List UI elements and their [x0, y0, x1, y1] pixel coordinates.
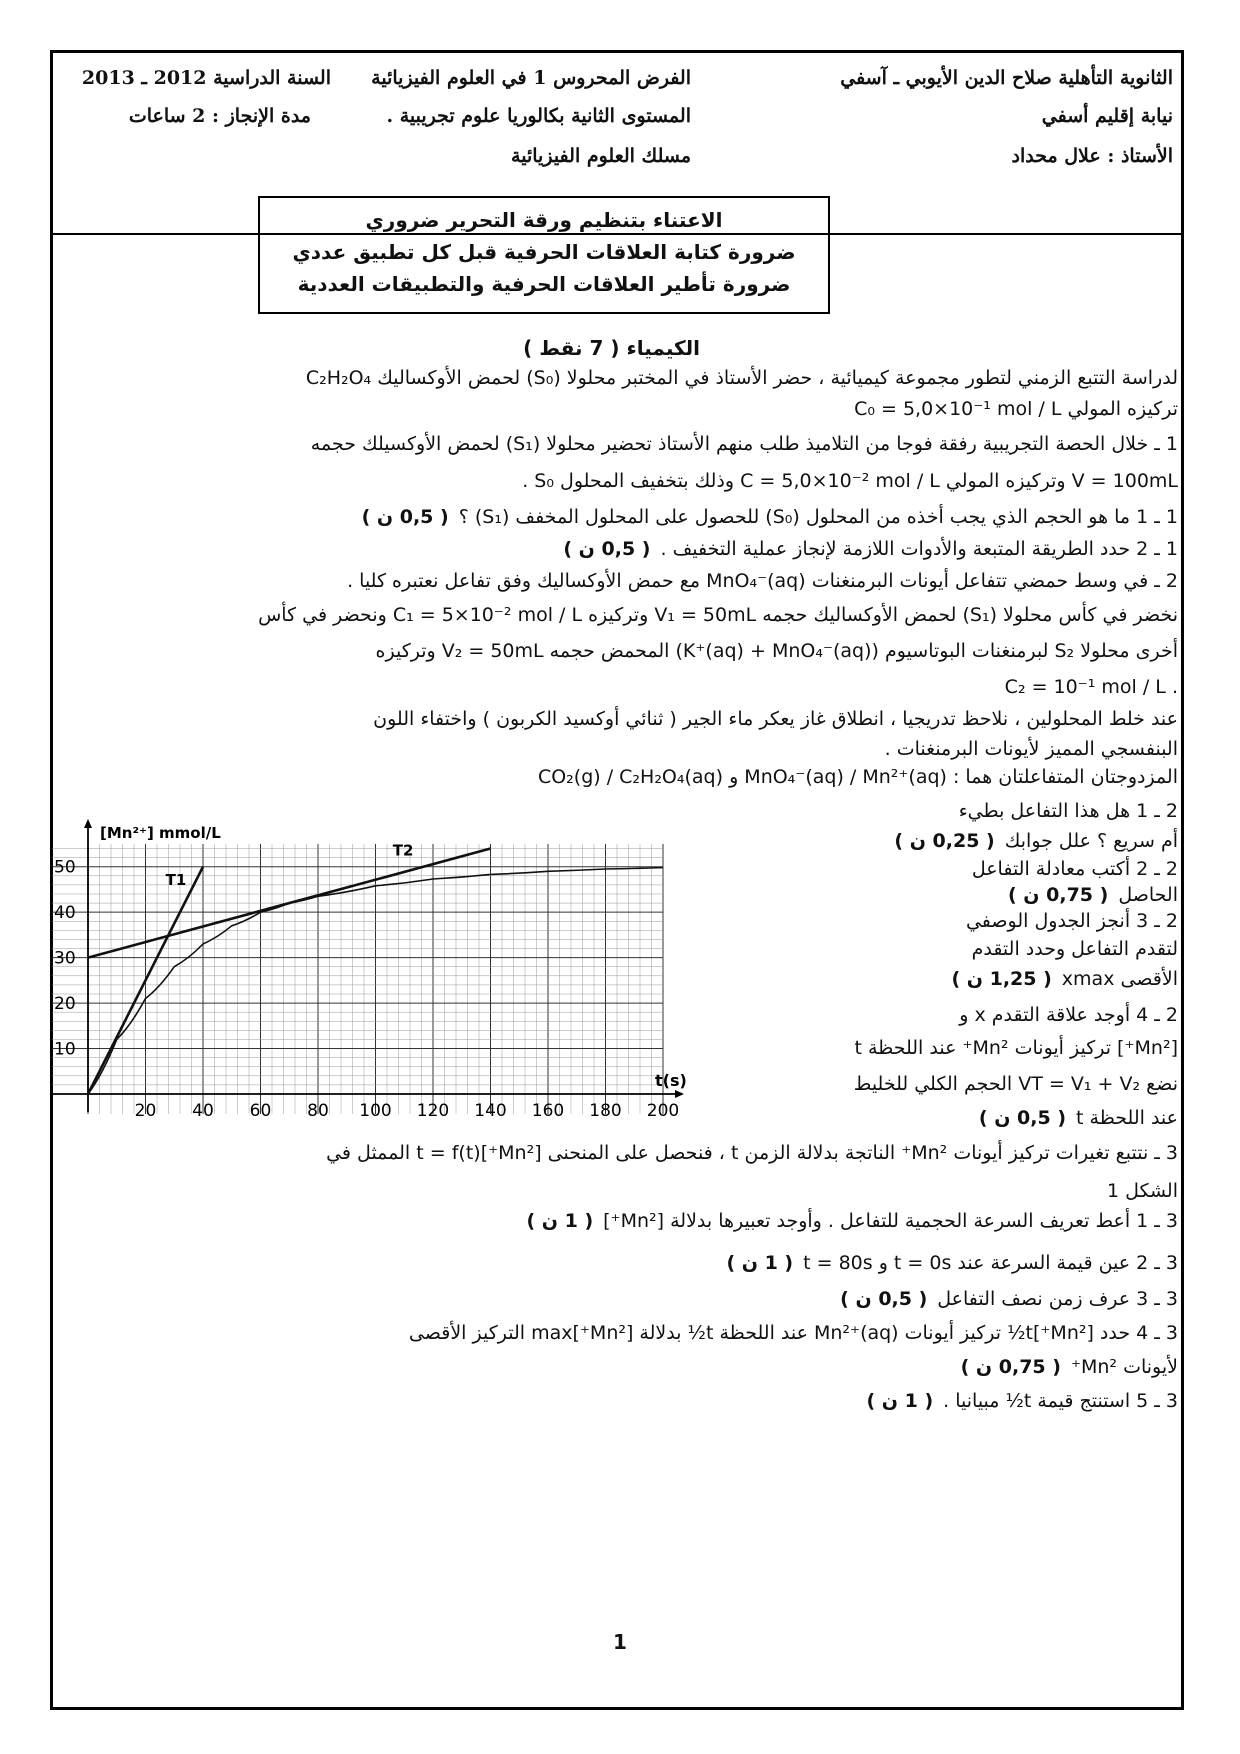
question-line [522, 470, 1178, 492]
x-tick-label: 100 [359, 1101, 392, 1121]
question-text: لدراسة التتبع الزمني لتطور مجموعة كيميائية ، حضر الأستاذ في المختبر محلولا (S₀) لحمض الأوكساليك C₂H₂O₄ [305, 367, 1178, 389]
question-line [1107, 1180, 1178, 1202]
exam-title: الفرض المحروس 1 في العلوم الفيزيائية [371, 67, 691, 89]
question-text: 3 ـ 1 أعط تعريف السرعة الحجمية للتفاعل . وأوجد تعبيرها بدلالة [Mn²⁺] [603, 1210, 1178, 1232]
question-line [854, 1037, 1178, 1059]
question-text: تركيزه المولي C₀ = 5,0×10⁻¹ mol / L [854, 398, 1178, 420]
question-line [373, 708, 1178, 730]
instruction-line: ضرورة كتابة العلاقات الحرفية قبل كل تطبيق عددي [292, 240, 796, 264]
teacher-name: الأستاذ : علال محداد [1011, 145, 1173, 167]
question-line [951, 968, 1178, 990]
instruction-line: ضرورة تأطير العلاقات الحرفية والتطبيقات العددية [297, 272, 791, 296]
question-text: 2 ـ 1 هل هذا التفاعل بطيء [958, 800, 1178, 822]
question-text: 2 ـ 2 أكتب معادلة التفاعل [971, 858, 1178, 880]
school-name: الثانوية التأهلية صلاح الدين الأيوبي ـ آسفي [840, 67, 1173, 89]
question-line [258, 604, 1178, 626]
question-text: 3 ـ 3 عرف زمن نصف التفاعل [937, 1288, 1178, 1310]
question-text: نخضر في كأس محلولا (S₁) لحمض الأوكساليك حجمه V₁ = 50mL وتركيزه C₁ = 5×10⁻² mol / L ونحضر في كأس [258, 604, 1178, 626]
question-line [966, 910, 1178, 932]
question-line [347, 570, 1178, 592]
points-badge: ( 0,5 ن ) [840, 1288, 928, 1310]
question-text: أم سريع ؟ علل جوابك [1004, 830, 1178, 852]
x-tick-label: 40 [192, 1101, 214, 1121]
question-text: [Mn²⁺] تركيز أيونات Mn²⁺ عند اللحظة t [854, 1037, 1178, 1059]
question-text: V = 100mL وتركيزه المولي C = 5,0×10⁻² mol / L وذلك بتخفيف المحلول S₀ . [522, 470, 1178, 492]
question-line [894, 830, 1178, 852]
x-tick-label: 80 [307, 1101, 329, 1121]
question-text: 3 ـ 5 استنتج قيمة t½ مبيانيا . [943, 1390, 1178, 1412]
level: المستوى الثانية بكالوريا علوم تجريبية . [386, 105, 691, 127]
y-tick-label: 40 [54, 903, 76, 924]
question-text: 2 ـ 4 أوجد علاقة التقدم x و [959, 1004, 1178, 1026]
points-badge: ( 0,5 ن ) [978, 1107, 1067, 1129]
x-axis-label: t(s) [655, 1071, 687, 1090]
points-badge: ( 0,25 ن ) [894, 830, 995, 852]
question-line [979, 1107, 1178, 1129]
x-tick-label: 120 [416, 1101, 450, 1121]
x-tick-label: 180 [589, 1101, 622, 1121]
points-badge: ( 1 ن ) [726, 1252, 794, 1274]
x-tick-label: 140 [474, 1101, 507, 1121]
points-badge: ( 0,5 ن ) [563, 538, 651, 560]
question-text: الأقصى xmax [1061, 968, 1178, 990]
question-text: عند اللحظة t [1076, 1107, 1178, 1129]
points-badge: ( 0,75 ن ) [960, 1356, 1061, 1378]
question-text: نضع VT = V₁ + V₂ الحجم الكلي للخليط [853, 1073, 1178, 1095]
question-text: . C₂ = 10⁻¹ mol / L [1004, 676, 1178, 698]
question-text: 1 ـ خلال الحصة التجريبية رفقة فوجا من التلاميذ طلب منهم الأستاذ تحضير محلولا (S₁) لحمض الأوكسيلك حجمه [310, 433, 1178, 455]
section-title: الكيمياء ( 7 نقط ) [523, 336, 700, 360]
tangent-label-t2: T2 [392, 841, 414, 860]
question-line [409, 1322, 1178, 1344]
points-badge: ( 1 ن ) [526, 1210, 594, 1232]
y-tick-label: 50 [54, 857, 76, 878]
mn-concentration-chart [52, 818, 692, 1136]
question-line [854, 1073, 1178, 1095]
question-text: 3 ـ 4 حدد [Mn²⁺]t½ تركيز أيونات Mn²⁺(aq) عند اللحظة t½ بدلالة [Mn²⁺]max التركيز الأقصى [408, 1322, 1178, 1344]
question-text: 1 ـ 1 ما هو الحجم الذي يجب أخذه من المحلول (S₀) للحصول على المحلول المخفف (S₁) ؟ [458, 506, 1178, 528]
points-badge: ( 0,5 ن ) [361, 506, 449, 528]
question-text: الحاصل [1118, 884, 1178, 906]
question-text: عند خلط المحلولين ، نلاحظ تدريجيا ، انطلاق غاز يعكر ماء الجير ( ثنائي أوكسيد الكربون ) واختفاء اللون [373, 708, 1178, 730]
question-line [526, 1210, 1178, 1232]
question-text: 2 ـ 3 أنجز الجدول الوصفي [965, 910, 1178, 932]
question-line [885, 738, 1178, 760]
page-number: 1 [613, 1630, 627, 1654]
x-tick-label: 200 [646, 1101, 680, 1121]
question-text: أخرى محلولا S₂ لبرمنغنات البوتاسيوم (K⁺(aq) + MnO₄⁻(aq)) المحمض حجمه V₂ = 50mL وتركيزه [375, 640, 1178, 662]
question-line [306, 367, 1178, 389]
question-line [311, 433, 1178, 455]
school-year: السنة الدراسية 2012 ـ 2013 [81, 67, 331, 89]
question-line [376, 640, 1178, 662]
question-text: 3 ـ نتتبع تغيرات تركيز أيونات Mn²⁺ الناتجة بدلالة الزمن t ، فنحصل على المنحنى [Mn²⁺]t = f(t) الممثل في [326, 1142, 1178, 1164]
question-text: لأيونات Mn²⁺ [1070, 1356, 1178, 1378]
question-line [563, 538, 1178, 560]
question-line [866, 1390, 1178, 1412]
question-line [362, 506, 1178, 528]
question-line [1005, 676, 1178, 698]
points-badge: ( 1,25 ن ) [951, 968, 1052, 990]
y-tick-label: 30 [54, 948, 76, 969]
x-tick-label: 160 [531, 1101, 565, 1121]
y-axis-label: [Mn²⁺] mmol/L [100, 824, 221, 842]
question-line [840, 1288, 1178, 1310]
y-tick-label: 20 [54, 994, 76, 1015]
question-line [1008, 884, 1178, 906]
question-line [726, 1252, 1178, 1274]
x-tick-label: 60 [249, 1101, 272, 1121]
instruction-line: الاعتناء بتنظيم ورقة التحرير ضروري [365, 208, 723, 232]
question-text: الشكل 1 [1106, 1180, 1178, 1202]
question-text: 1 ـ 2 حدد الطريقة المتبعة والأدوات اللازمة لإنجاز عملية التخفيف . [660, 538, 1178, 560]
directorate: نيابة إقليم أسفي [1041, 105, 1173, 127]
x-tick-label: 20 [134, 1101, 157, 1121]
question-line [972, 858, 1178, 880]
question-text: البنفسجي المميز لأيونات البرمنغنات . [884, 738, 1178, 760]
tangent-label-t1: T1 [165, 870, 187, 889]
question-line [959, 800, 1178, 822]
question-line [538, 766, 1178, 788]
question-line [961, 1356, 1178, 1378]
x-axis-arrow [675, 1090, 684, 1098]
y-tick-label: 10 [54, 1039, 76, 1060]
question-text: المزدوجتان المتفاعلتان هما : MnO₄⁻(aq) / Mn²⁺(aq) و CO₂(g) / C₂H₂O₄(aq) [537, 766, 1178, 788]
question-text: 3 ـ 2 عين قيمة السرعة عند t = 0s و t = 80s [803, 1252, 1178, 1274]
y-axis-arrow [84, 819, 92, 828]
points-badge: ( 1 ن ) [866, 1390, 934, 1412]
question-text: 2 ـ في وسط حمضي تتفاعل أيونات البرمنغنات MnO₄⁻(aq) مع حمض الأوكساليك وفق تفاعل نعتبره كليا . [347, 570, 1178, 592]
question-text: لتقدم التفاعل وحدد التقدم [971, 938, 1178, 960]
question-line [972, 938, 1178, 960]
question-line [959, 1004, 1178, 1026]
points-badge: ( 0,75 ن ) [1008, 884, 1109, 906]
question-line [326, 1142, 1178, 1164]
track: مسلك العلوم الفيزيائية [511, 145, 691, 167]
question-line [854, 398, 1178, 420]
instructions-box [258, 196, 830, 314]
duration: مدة الإنجاز : 2 ساعات [128, 105, 311, 127]
